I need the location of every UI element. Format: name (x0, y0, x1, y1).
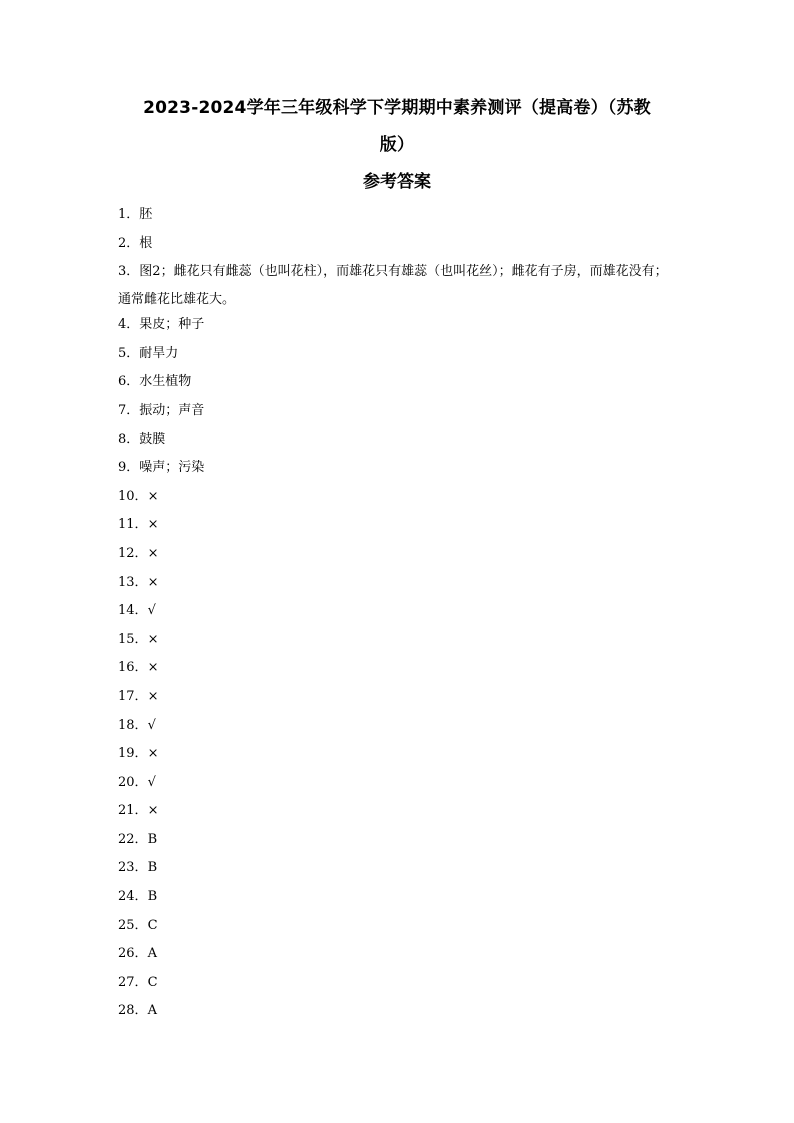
answer-separator: ． (126, 402, 140, 418)
answer-separator: ． (134, 660, 148, 676)
answer-number: 12 (118, 545, 135, 561)
answer-text: √ (147, 603, 156, 619)
answer-number: 18 (118, 717, 135, 733)
answer-text: 胚 (139, 207, 153, 222)
answer-number: 5 (118, 345, 127, 361)
answer-separator: ． (134, 889, 148, 905)
answer-separator: ． (134, 746, 148, 762)
answer-item (118, 714, 678, 743)
answer-number: 2 (118, 235, 127, 251)
answer-separator: ． (126, 207, 140, 222)
answer-item (118, 942, 678, 971)
answer-separator: ． (126, 345, 140, 361)
answer-item (118, 628, 678, 657)
answer-text: B (147, 831, 158, 847)
answer-number: 14 (118, 603, 135, 619)
answer-item (118, 258, 678, 313)
answer-item (118, 914, 678, 943)
answer-separator: ． (134, 545, 148, 561)
answer-number: 24 (118, 889, 135, 905)
answer-text: 噪声；污染 (139, 460, 205, 476)
answer-number: 22 (118, 831, 135, 847)
answer-separator: ． (126, 264, 140, 280)
answer-text: 水生植物 (139, 374, 192, 390)
answer-item (118, 456, 678, 485)
answer-text: C (147, 917, 158, 933)
answer-separator: ． (134, 946, 148, 962)
answer-list (118, 203, 678, 1028)
answer-number: 7 (118, 402, 127, 418)
answer-text: 图2；雌花只有雌蕊（也叫花柱），而雄花只有雄蕊（也叫花丝）；雌花有子房，而雄花没有；通常雌花比雄花大。 (118, 264, 668, 308)
answer-item (118, 656, 678, 685)
answer-text: 鼓膜 (139, 431, 166, 447)
answer-item (118, 513, 678, 542)
answer-item (118, 599, 678, 628)
answer-separator: ． (134, 831, 148, 847)
answer-number: 1 (118, 207, 127, 222)
answer-text: × (147, 688, 159, 704)
answer-separator: ． (134, 717, 148, 733)
answer-item (118, 799, 678, 828)
answer-text: × (147, 631, 159, 647)
answer-number: 4 (118, 317, 127, 333)
answer-number: 21 (118, 803, 135, 819)
answer-text: × (147, 517, 159, 533)
answer-number: 15 (118, 631, 135, 647)
answer-separator: ． (134, 574, 148, 590)
document-title-line-2: 版） (379, 135, 415, 155)
answer-number: 10 (118, 488, 135, 504)
answer-separator: ． (134, 860, 148, 876)
answer-number: 25 (118, 917, 135, 933)
answer-text: × (147, 803, 159, 819)
answer-number: 6 (118, 374, 127, 390)
answer-item (118, 370, 678, 399)
answer-item (118, 399, 678, 428)
answer-item (118, 313, 678, 342)
answer-text: 根 (139, 235, 153, 251)
answer-text: A (147, 946, 157, 962)
answer-item (118, 828, 678, 857)
answer-item (118, 203, 678, 232)
answer-text: B (147, 889, 158, 905)
answer-number: 27 (118, 974, 135, 990)
answer-text: × (147, 660, 159, 676)
answer-separator: ． (126, 374, 140, 390)
answer-text: C (147, 974, 158, 990)
answer-number: 13 (118, 574, 135, 590)
answer-item (118, 428, 678, 457)
answer-separator: ． (134, 803, 148, 819)
answer-separator: ． (134, 774, 148, 790)
answer-separator: ． (134, 917, 148, 933)
answer-key-heading: 参考答案 (363, 172, 431, 192)
answer-separator: ． (134, 488, 148, 504)
answer-text: × (147, 574, 159, 590)
answer-item (118, 999, 678, 1028)
answer-number: 3 (118, 264, 127, 280)
answer-separator: ． (126, 317, 140, 333)
answer-separator: ． (126, 431, 140, 447)
answer-text: √ (147, 717, 156, 733)
answer-item (118, 571, 678, 600)
answer-text: √ (147, 774, 156, 790)
answer-item (118, 485, 678, 514)
answer-number: 11 (118, 517, 135, 533)
answer-item (118, 771, 678, 800)
document-title-line-1: 2023-2024学年三年级科学下学期期中素养测评（提高卷）（苏教 (143, 98, 651, 118)
answer-text: B (147, 860, 158, 876)
answer-number: 9 (118, 460, 127, 476)
answer-separator: ． (126, 235, 140, 251)
answer-item (118, 856, 678, 885)
answer-item (118, 742, 678, 771)
answer-item (118, 885, 678, 914)
answer-text: 耐旱力 (139, 345, 179, 361)
answer-separator: ． (134, 688, 148, 704)
answer-text: × (147, 746, 159, 762)
answer-item (118, 685, 678, 714)
answer-number: 8 (118, 431, 127, 447)
answer-item (118, 232, 678, 261)
answer-text: 果皮；种子 (139, 317, 205, 333)
answer-number: 20 (118, 774, 135, 790)
answer-separator: ． (134, 631, 148, 647)
answer-separator: ． (134, 517, 148, 533)
answer-text: × (147, 545, 159, 561)
answer-text: × (147, 488, 159, 504)
answer-item (118, 542, 678, 571)
answer-number: 28 (118, 1003, 135, 1019)
answer-separator: ． (126, 460, 140, 476)
answer-number: 17 (118, 688, 135, 704)
answer-number: 23 (118, 860, 135, 876)
answer-number: 26 (118, 946, 135, 962)
answer-separator: ． (134, 1003, 148, 1019)
answer-separator: ． (134, 974, 148, 990)
answer-separator: ． (134, 603, 148, 619)
answer-item (118, 342, 678, 371)
answer-number: 16 (118, 660, 135, 676)
answer-text: 振动；声音 (139, 402, 205, 418)
answer-number: 19 (118, 746, 135, 762)
answer-item (118, 971, 678, 1000)
answer-text: A (147, 1003, 157, 1019)
